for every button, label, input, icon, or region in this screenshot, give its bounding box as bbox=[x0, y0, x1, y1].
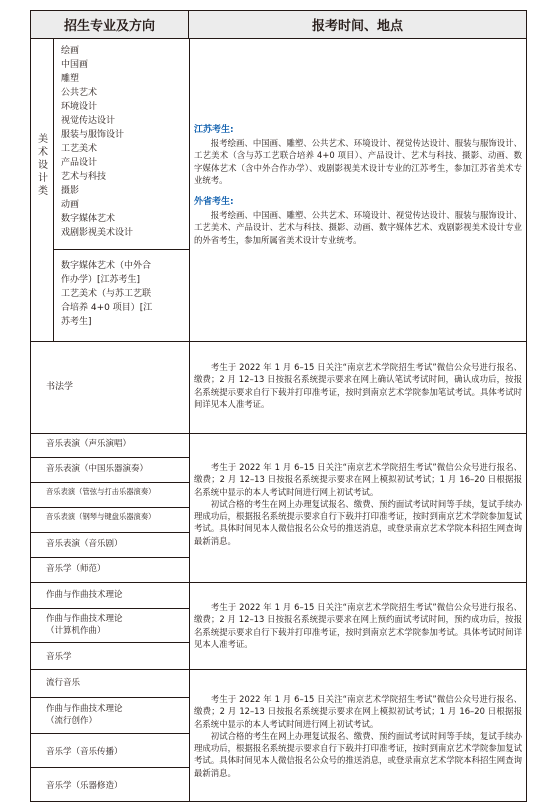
major-item: 数字媒体艺术 bbox=[61, 214, 116, 224]
jiangsu-text: 报考绘画、中国画、雕塑、公共艺术、环境设计、视觉传达设计、服装与服饰设计、工艺美术（含与苏工艺联合培养 4+0 项目）、产品设计、艺术与科技、摄影、动画、数字媒体艺术（含中外合作办学）、戏剧影视美术设计专业的江苏考生，参加江苏省美术专业统考。 bbox=[194, 138, 522, 185]
art-inner-divider bbox=[53, 39, 54, 341]
jiangsu-title: 江苏考生: bbox=[194, 125, 234, 135]
major-item: 中国画 bbox=[61, 60, 89, 70]
pop-info bbox=[194, 693, 522, 779]
sub-row-divider bbox=[31, 608, 189, 609]
other-province-text: 报考绘画、中国画、雕塑、公共艺术、环境设计、视觉传达设计、服装与服饰设计、工艺美术、产品设计、艺术与科技、摄影、动画、数字媒体艺术、戏剧影视美术设计专业的外省考生，参加所属省美术设计专业统考。 bbox=[194, 210, 522, 245]
sub-major-line: 工艺美术（与苏工艺联 bbox=[61, 289, 152, 299]
other-province-title: 外省考生: bbox=[194, 197, 234, 208]
major-item: 产品设计 bbox=[61, 158, 98, 168]
major-item: 服装与服饰设计 bbox=[61, 130, 125, 140]
sub-row-divider bbox=[31, 482, 189, 483]
music-label: 音乐表演（声乐演唱） bbox=[46, 439, 132, 449]
pop-para-2: 初试合格的考生在网上办理复试报名、缴费、预约面试考试时间等手续，复试手续办理成功后，根据报名系统提示要求自行下载并打印准考证，按时到南京艺术学院参加复试考试。具体时间见本人微信报名公众号的推送消息，或登录南京艺术学院本科招生网查询最新消息。 bbox=[194, 730, 522, 778]
major-item: 艺术与科技 bbox=[61, 172, 107, 182]
composition-label: 作曲与作曲技术理论 bbox=[46, 590, 123, 600]
major-item: 动画 bbox=[61, 200, 80, 210]
music-label: 音乐表演（钢琴与键盘乐器演奏） bbox=[46, 512, 156, 521]
sub-row-divider bbox=[31, 457, 189, 458]
major-item: 公共艺术 bbox=[61, 88, 98, 98]
music-para-2: 初试合格的考生在网上办理复试报名、缴费、预约面试考试时间等手续，复试手续办理成功后，根据报名系统提示要求自行下载并打印准考证，按时到南京艺术学院参加复试考试。具体时间见本人微信报名公众号的推送消息，或登录南京艺术学院本科招生网查询最新消息。 bbox=[194, 498, 522, 546]
row-divider bbox=[31, 341, 526, 342]
art-info bbox=[194, 124, 522, 246]
row-divider bbox=[31, 433, 526, 434]
music-info bbox=[194, 461, 522, 547]
major-item: 工艺美术 bbox=[61, 144, 98, 154]
row-divider bbox=[31, 582, 526, 583]
sub-major-line: 数字媒体艺术（中外合 bbox=[61, 261, 152, 271]
sub-row-divider bbox=[31, 733, 189, 734]
row-divider bbox=[31, 669, 526, 670]
composition-text: 考生于 2022 年 1 月 6–15 日关注“南京艺术学院招生考试”微信公众号进行报名、缴费；2 月 12–13 日按报名系统提示要求在网上预约面试考试时间，预约成功后，按报名系统提示要求自行下载并打印准考证，按时到南京艺术学院参加考试。具体考试时间详见本人准考证。 bbox=[194, 602, 522, 649]
composition-label: 音乐学 bbox=[46, 652, 72, 662]
composition-info bbox=[194, 601, 522, 650]
major-item: 摄影 bbox=[61, 186, 80, 196]
pop-label: 音乐学（乐器修造） bbox=[46, 781, 123, 791]
sub-row-divider bbox=[31, 767, 189, 768]
sub-major-line: 作办学）[江苏考生] bbox=[61, 275, 141, 285]
music-para-1: 考生于 2022 年 1 月 6–15 日关注“南京艺术学院招生考试”微信公众号进行报名、缴费；2 月 12–13 日按报名系统提示要求在网上模拟初试考试；1 月 16–20 日根据报名系统中显示的本人考试时间进行网上初试考试。 bbox=[194, 462, 522, 497]
music-label: 音乐表演（中国乐器演奏） bbox=[46, 464, 149, 474]
major-item: 环境设计 bbox=[61, 102, 98, 112]
calligraphy-text: 考生于 2022 年 1 月 6–15 日关注“南京艺术学院招生考试”微信公众号进行报名、缴费；2 月 12–13 日按报名系统提示要求在网上确认笔试考试时间，确认成功后，按报名系统提示要求自行下载并打印准考证，按时到南京艺术学院参加笔试考试。具体考试时间详见本人准考证。 bbox=[194, 362, 522, 409]
major-item: 雕塑 bbox=[61, 74, 80, 84]
sub-row-divider bbox=[31, 697, 189, 698]
admission-table bbox=[30, 10, 527, 802]
pop-para-1: 考生于 2022 年 1 月 6–15 日关注“南京艺术学院招生考试”微信公众号进行报名、缴费；2 月 12–13 日按报名系统提示要求在网上模拟初试考试；1 月 16–20 日根据报名系统中显示的本人考试时间进行网上初试考试。 bbox=[194, 694, 522, 729]
major-item: 视觉传达设计 bbox=[61, 116, 116, 126]
composition-label: （计算机作曲） bbox=[46, 626, 106, 636]
art-sub-divider bbox=[53, 249, 189, 250]
calligraphy-info bbox=[194, 361, 522, 410]
sub-row-divider bbox=[31, 507, 189, 508]
music-label: 音乐学（师范） bbox=[46, 564, 106, 574]
sub-row-divider bbox=[31, 532, 189, 533]
column-divider bbox=[189, 39, 190, 801]
header-major-text: 招生专业及方向 bbox=[63, 19, 155, 34]
header-time-place-text: 报考时间、地点 bbox=[311, 19, 403, 34]
major-item: 绘画 bbox=[61, 46, 80, 56]
pop-label: 作曲与作曲技术理论 bbox=[46, 704, 123, 714]
calligraphy-label: 书法学 bbox=[46, 382, 74, 392]
sub-row-divider bbox=[31, 642, 189, 643]
header-time-place bbox=[189, 11, 526, 39]
major-item: 戏剧影视美术设计 bbox=[61, 228, 134, 238]
header-major bbox=[31, 11, 189, 39]
sub-row-divider bbox=[31, 557, 189, 558]
sub-major-line: 苏考生] bbox=[61, 317, 92, 327]
composition-label: 作曲与作曲技术理论 bbox=[46, 614, 123, 624]
art-category-label: 美术设计类 bbox=[38, 134, 48, 197]
sub-major-line: 合培养 4+0 项目）[江 bbox=[61, 303, 153, 313]
pop-label: 流行音乐 bbox=[46, 678, 81, 688]
music-label: 音乐表演（管弦与打击乐器演奏） bbox=[46, 487, 156, 496]
pop-label: （流行创作） bbox=[46, 716, 98, 726]
music-label: 音乐表演（音乐剧） bbox=[46, 539, 123, 549]
pop-label: 音乐学（音乐传播） bbox=[46, 747, 123, 757]
